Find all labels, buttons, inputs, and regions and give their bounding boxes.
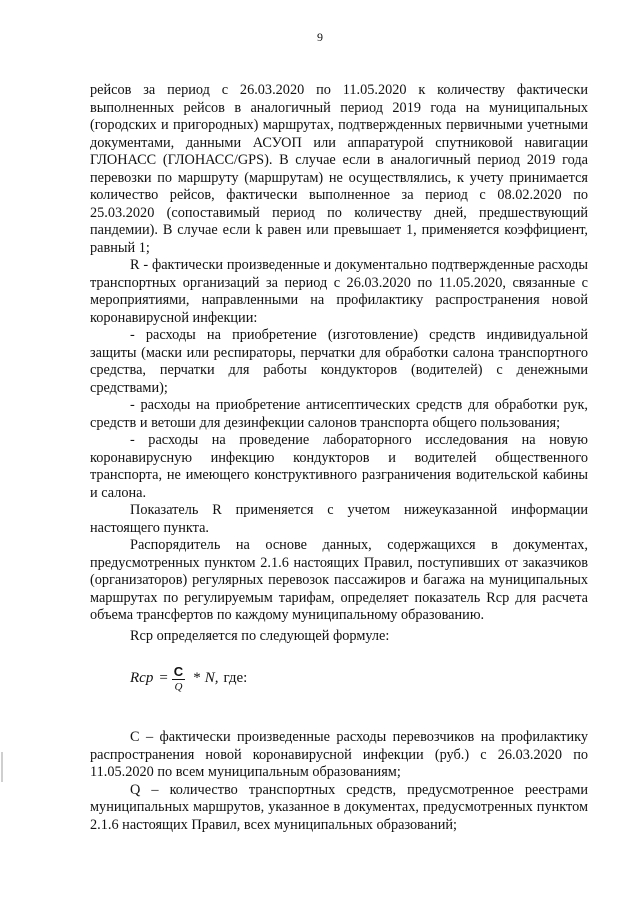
- formula-operator: *: [193, 670, 201, 687]
- body-text: [90, 82, 588, 834]
- list-item-protective-equipment: - расходы на приобретение (изготовление) средств индивидуальной защиты (маски или респираторы, перчатки для обработки салона транспортного средства, перчатки для работы кондукторов (водителей) с денежными средствами);: [90, 327, 588, 396]
- formula-fraction: [172, 665, 185, 694]
- paragraph-continuation: рейсов за период с 26.03.2020 по 11.05.2020 к количеству фактически выполненных рейсов в аналогичный период 2019 года на муниципальных (городских и пригородных) маршрутах, подтвержденных первичными учетными документами, данными АСУОП или аппаратурой спутниковой навигации ГЛОНАСС (ГЛОНАСС/GPS). В случае если в аналогичный период 2019 года перевозки по маршруту (маршрутам) не осуществлялись, к учету принимается количество рейсов, фактически выполненное за период с 08.02.2020 по 25.03.2020 (сопоставимый период по количеству дней, предшествующий пандемии). В случае если k равен или превышает 1, применяется коэффициент, равный 1;: [90, 82, 588, 256]
- paragraph-r-usage: Показатель R применяется с учетом нижеуказанной информации настоящего пункта.: [90, 502, 588, 536]
- paragraph-q-definition: Q – количество транспортных средств, предусмотренное реестрами муниципальных маршрутов, указанное в документах, предусмотренных пунктом 2.1.6 настоящих Правил, всех муниципальных образований;: [90, 781, 588, 833]
- paragraph-c-definition: С – фактически произведенные расходы перевозчиков на профилактику распространения новой коронавирусной инфекции (руб.) с 26.03.2020 по 11.05.2020 по всем муниципальным образованиям;: [90, 729, 588, 780]
- paragraph-distributor: Распорядитель на основе данных, содержащихся в документах, предусмотренных пунктом 2.1.6 настоящих Правил, поступивших от заказчиков (организаторов) регулярных перевозок пассажиров и багажа на муниципальных маршрутах по регулируемым тарифам, определяет показатель Rср для расчета объема трансфертов по каждому муниципальному образованию.: [90, 537, 588, 623]
- list-item-antiseptics: - расходы на приобретение антисептических средств для обработки рук, средств и ветоши для дезинфекции салонов транспорта общего пользования;: [90, 397, 588, 431]
- formula-lhs: Rср: [130, 670, 154, 687]
- formula-equals: =: [159, 670, 168, 687]
- list-item-lab-testing: - расходы на проведение лабораторного исследования на новую коронавирусную инфекцию кондукторов и водителей общественного транспорта, не имеющего конструктивного разграничения водительской кабины и салона.: [90, 432, 588, 501]
- formula-suffix: где:: [223, 670, 248, 687]
- page-number: 9: [317, 30, 323, 44]
- paragraph-r-definition: R - фактически произведенные и документально подтвержденные расходы транспортных организаций за период с 26.03.2020 по 11.05.2020, связанные с мероприятиями, направленными на профилактику распространения новой коронавирусной инфекции:: [90, 257, 588, 326]
- formula-denominator: Q: [174, 680, 183, 693]
- formula-multiplier: N,: [204, 670, 219, 687]
- scan-edge-mark: [1, 752, 3, 782]
- formula-numerator: C: [173, 663, 184, 679]
- formula-rcp: [130, 659, 588, 699]
- paragraph-formula-intro: Rср определяется по следующей формуле:: [130, 627, 390, 644]
